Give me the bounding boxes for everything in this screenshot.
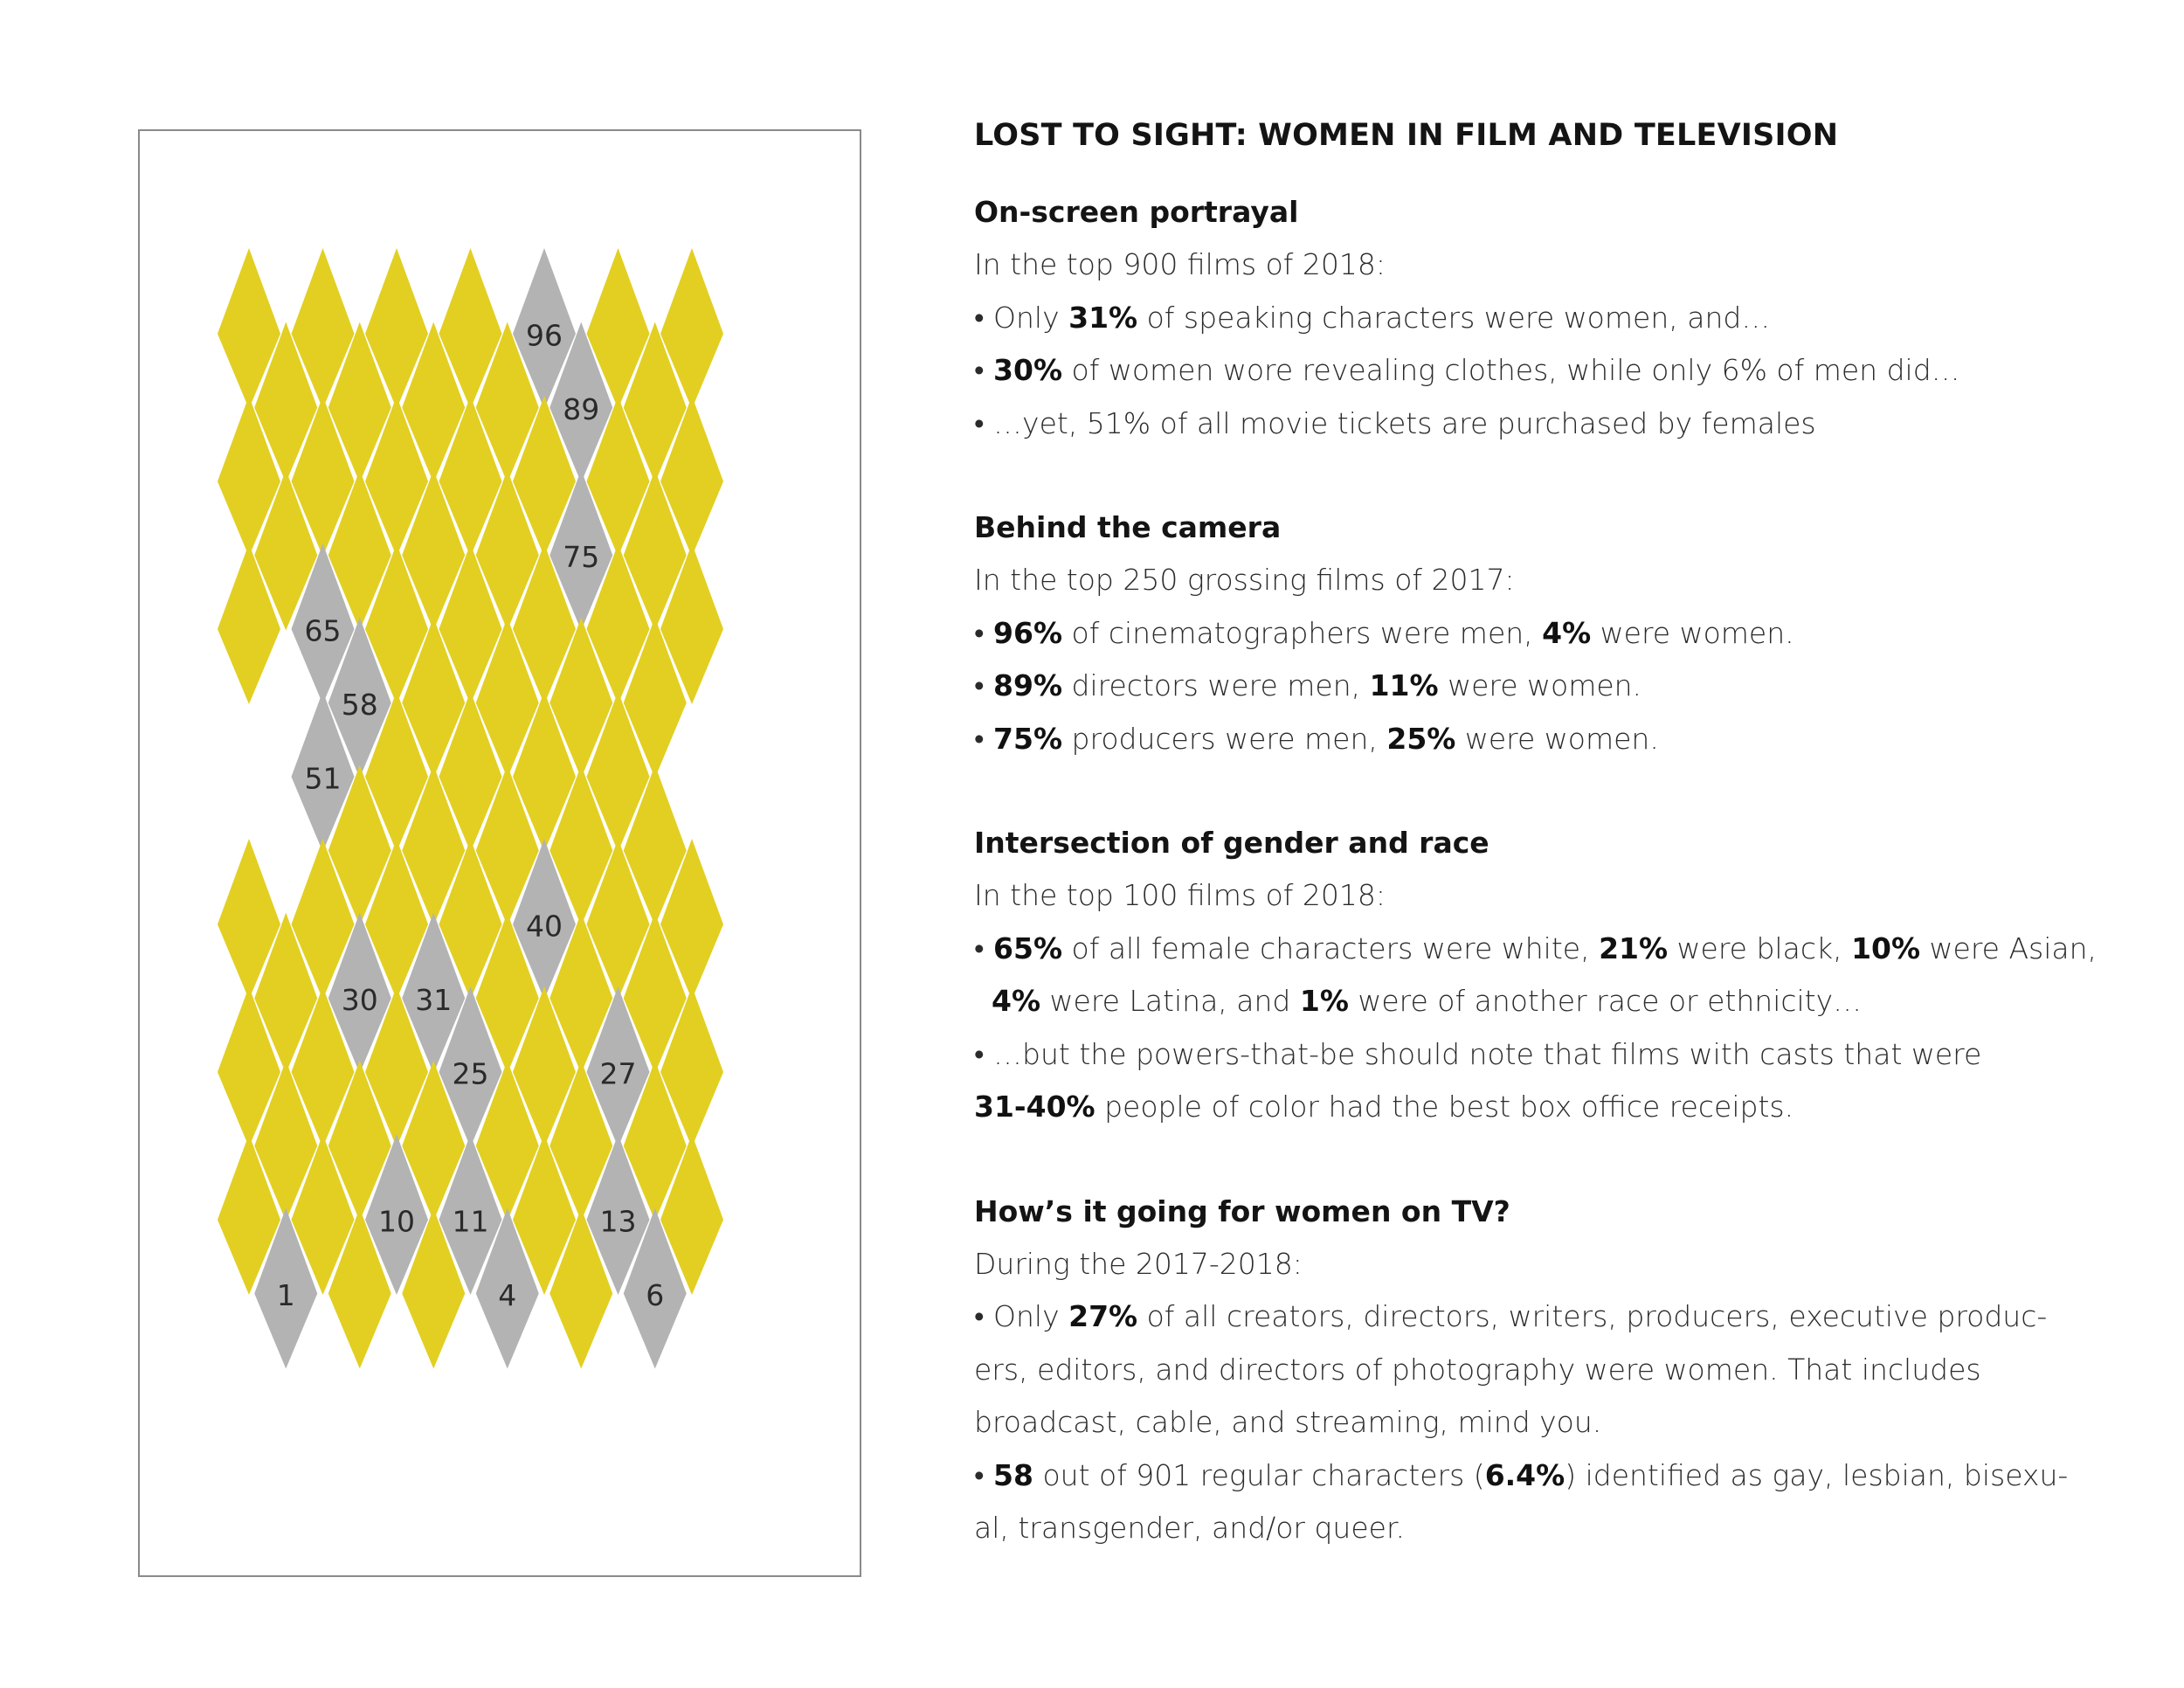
section-line: • 58 out of 901 regular characters (6.4%) identified as gay, lesbian, bisexu- — [974, 1457, 2069, 1492]
section-3 — [974, 1186, 2136, 1555]
section-line: • …but the powers-that-be should note that films with casts that were — [974, 1036, 1982, 1071]
section-line: • 75% producers were men, 25% were women. — [974, 721, 1659, 756]
section-line: • 30% of women wore revealing clothes, while only 6% of men did… — [974, 353, 1960, 387]
section-line: • 65% of all female characters were white, 21% were black, 10% were Asian, — [974, 930, 2098, 965]
section-line: • Only 27% of all creators, directors, writers, producers, executive produc- — [974, 1299, 2048, 1333]
section-line: In the top 250 grossing films of 2017: — [974, 563, 1515, 597]
kite-label: 13 — [599, 1204, 637, 1239]
kite-label: 1 — [276, 1278, 295, 1312]
section-line: • 89% directors were men, 11% were women. — [974, 668, 1642, 702]
kite-label: 65 — [304, 613, 342, 648]
chart-frame — [138, 129, 861, 1577]
section-heading: Behind the camera — [974, 510, 1282, 544]
kite-label: 27 — [599, 1056, 637, 1091]
section-0 — [974, 186, 2136, 450]
section-line: 4% were Latina, and 1% were of another race or ethnicity… — [992, 984, 1863, 1018]
kite-grid-chart — [140, 131, 860, 1575]
section-line: In the top 900 films of 2018: — [974, 247, 1386, 281]
section-line: al, transgender, and/or queer. — [974, 1511, 1405, 1545]
page-title: LOST TO SIGHT: WOMEN IN FILM AND TELEVISION — [974, 118, 1839, 153]
kite-label: 89 — [563, 392, 600, 426]
kite-label: 30 — [341, 983, 378, 1017]
text-panel — [974, 118, 2136, 1607]
kite-label: 40 — [526, 909, 563, 944]
kite-label: 51 — [304, 761, 342, 796]
section-line: ers, editors, and directors of photography were women. That includes — [974, 1352, 1981, 1387]
section-line: broadcast, cable, and streaming, mind you. — [974, 1405, 1602, 1439]
section-line: • 96% of cinematographers were men, 4% were women. — [974, 615, 1794, 650]
section-heading: Intersection of gender and race — [974, 826, 1489, 860]
kite-label: 10 — [378, 1204, 415, 1239]
section-heading: How’s it going for women on TV? — [974, 1193, 1510, 1228]
section-heading: On-screen portrayal — [974, 195, 1299, 229]
kite-label: 25 — [452, 1056, 489, 1091]
section-1 — [974, 502, 2136, 765]
kite-label: 6 — [646, 1278, 665, 1312]
section-line: In the top 100 films of 2018: — [974, 878, 1386, 912]
section-2 — [974, 817, 2136, 1134]
section-line: • Only 31% of speaking characters were women, and… — [974, 300, 1771, 335]
section-line: • …yet, 51% of all movie tickets are purchased by females — [974, 405, 1816, 440]
kite-label: 11 — [452, 1204, 489, 1239]
kite-label: 75 — [563, 540, 600, 574]
kite-label: 58 — [341, 688, 378, 722]
section-line: 31-40% people of color had the best box office receipts. — [974, 1090, 1794, 1124]
kite-label: 31 — [415, 983, 453, 1017]
kite-label: 96 — [526, 318, 563, 353]
sections-container — [974, 186, 2136, 1555]
kite-label: 4 — [498, 1278, 517, 1312]
section-line: During the 2017-2018: — [974, 1246, 1303, 1281]
